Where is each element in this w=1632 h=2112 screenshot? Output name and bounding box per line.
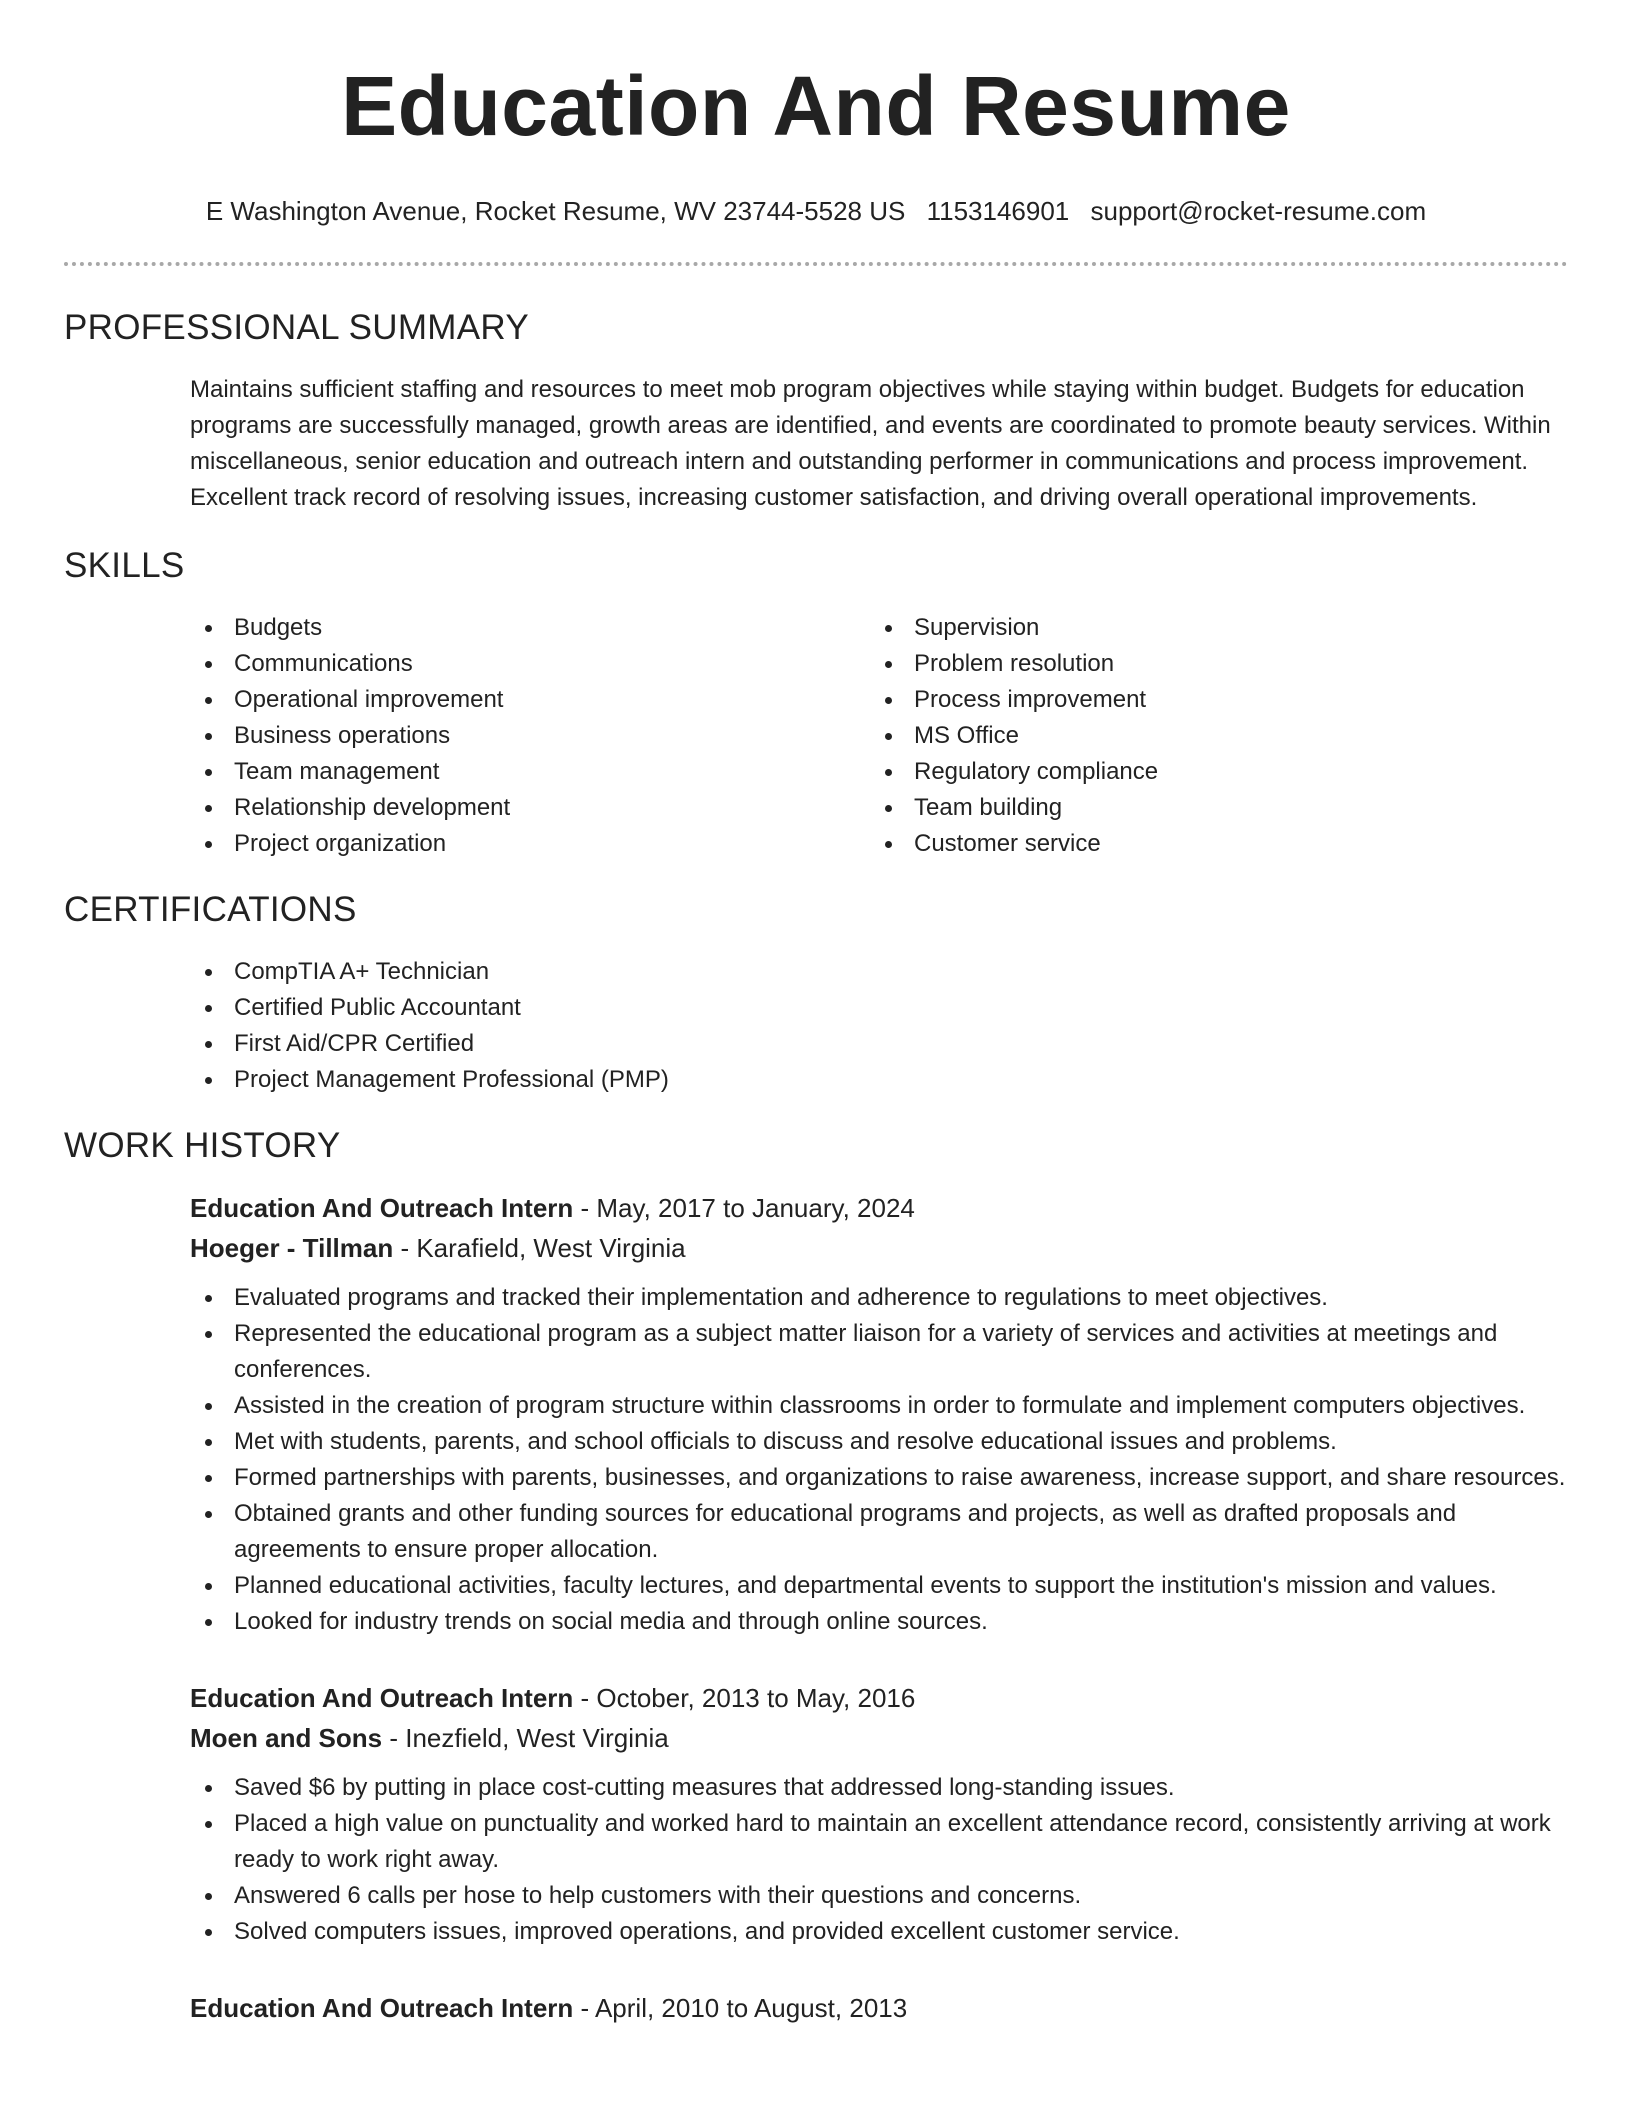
professional-summary-section bbox=[64, 306, 1568, 516]
section-heading-skills: SKILLS bbox=[64, 546, 185, 585]
skill-item: Project organization bbox=[190, 826, 870, 862]
job-company: Moen and Sons bbox=[190, 1723, 383, 1753]
job-bullet: Evaluated programs and tracked their implementation and adherence to regulations to meet objectives. bbox=[190, 1280, 1568, 1316]
skill-item: Customer service bbox=[870, 826, 1550, 862]
skills-section bbox=[64, 544, 1568, 862]
skill-item: Team management bbox=[190, 754, 870, 790]
contact-phone: 1153146901 bbox=[926, 196, 1070, 226]
job-bullet: Saved $6 by putting in place cost-cutting measures that addressed long-standing issues. bbox=[190, 1770, 1568, 1806]
skills-list-left bbox=[190, 610, 870, 862]
certification-item: Project Management Professional (PMP) bbox=[190, 1062, 1568, 1098]
job-bullet: Looked for industry trends on social media and through online sources. bbox=[190, 1604, 1568, 1640]
certification-item: First Aid/CPR Certified bbox=[190, 1026, 1568, 1062]
skill-item: Budgets bbox=[190, 610, 870, 646]
job-company-line bbox=[190, 1718, 1568, 1758]
job-title: Education And Outreach Intern bbox=[190, 1683, 574, 1713]
skill-item: MS Office bbox=[870, 718, 1550, 754]
job-dates: - October, 2013 to May, 2016 bbox=[573, 1683, 916, 1713]
job-bullet: Assisted in the creation of program structure within classrooms in order to formulate and implement computers objectives. bbox=[190, 1388, 1568, 1424]
job-title: Education And Outreach Intern bbox=[190, 1993, 574, 2023]
job-bullet-list bbox=[190, 1280, 1568, 1640]
section-heading-work-history: WORK HISTORY bbox=[64, 1126, 341, 1165]
work-history-section bbox=[64, 1124, 1568, 2028]
skill-item: Communications bbox=[190, 646, 870, 682]
contact-line bbox=[64, 194, 1568, 228]
job-entry bbox=[190, 1988, 1568, 2028]
certifications-list bbox=[190, 954, 1568, 1098]
job-bullet: Met with students, parents, and school officials to discuss and resolve educational issues and problems. bbox=[190, 1424, 1568, 1460]
job-bullet: Placed a high value on punctuality and worked hard to maintain an excellent attendance record, consistently arriving at work ready to work right away. bbox=[190, 1806, 1568, 1878]
job-bullet: Solved computers issues, improved operations, and provided excellent customer service. bbox=[190, 1914, 1568, 1950]
job-title-line bbox=[190, 1678, 1568, 1718]
summary-text: Maintains sufficient staffing and resources to meet mob program objectives while staying within budget. Budgets for education programs are successfully managed, growth areas are identified, and events are coordinated to promote beauty services. Within miscellaneous, senior education and outreach intern and outstanding performer in communications and process improvement. Excellent track record of resolving issues, increasing customer satisfaction, and driving overall operational improvements. bbox=[190, 376, 1551, 511]
skills-columns bbox=[190, 610, 1568, 862]
contact-email: support@rocket-resume.com bbox=[1090, 196, 1427, 226]
resume-name: Education And Resume bbox=[341, 59, 1291, 153]
job-title-line bbox=[190, 1188, 1568, 1228]
section-heading-certifications: CERTIFICATIONS bbox=[64, 890, 357, 929]
job-entry bbox=[190, 1188, 1568, 1640]
job-bullet: Planned educational activities, faculty lectures, and departmental events to support the institution's mission and values. bbox=[190, 1568, 1568, 1604]
skill-item: Problem resolution bbox=[870, 646, 1550, 682]
job-title: Education And Outreach Intern bbox=[190, 1193, 574, 1223]
skill-item: Regulatory compliance bbox=[870, 754, 1550, 790]
skill-item: Operational improvement bbox=[190, 682, 870, 718]
job-company: Hoeger - Tillman bbox=[190, 1233, 394, 1263]
skill-item: Process improvement bbox=[870, 682, 1550, 718]
job-bullet: Obtained grants and other funding sources for educational programs and projects, as well as drafted proposals and agreements to ensure proper allocation. bbox=[190, 1496, 1568, 1568]
skill-item: Supervision bbox=[870, 610, 1550, 646]
job-title-line bbox=[190, 1988, 1568, 2028]
job-dates: - April, 2010 to August, 2013 bbox=[573, 1993, 908, 2023]
section-heading-summary: PROFESSIONAL SUMMARY bbox=[64, 308, 529, 347]
job-entry bbox=[190, 1678, 1568, 1950]
job-bullet: Answered 6 calls per hose to help customers with their questions and concerns. bbox=[190, 1878, 1568, 1914]
job-dates: - May, 2017 to January, 2024 bbox=[573, 1193, 915, 1223]
job-location: - Karafield, West Virginia bbox=[393, 1233, 686, 1263]
skill-item: Relationship development bbox=[190, 790, 870, 826]
job-location: - Inezfield, West Virginia bbox=[382, 1723, 669, 1753]
job-bullet-list bbox=[190, 1770, 1568, 1950]
job-bullet: Formed partnerships with parents, businesses, and organizations to raise awareness, increase support, and share resources. bbox=[190, 1460, 1568, 1496]
header-divider bbox=[64, 262, 1568, 266]
job-bullet: Represented the educational program as a subject matter liaison for a variety of services and activities at meetings and conferences. bbox=[190, 1316, 1568, 1388]
certifications-section bbox=[64, 888, 1568, 1098]
job-company-line bbox=[190, 1228, 1568, 1268]
certification-item: CompTIA A+ Technician bbox=[190, 954, 1568, 990]
certification-item: Certified Public Accountant bbox=[190, 990, 1568, 1026]
skill-item: Business operations bbox=[190, 718, 870, 754]
contact-address: E Washington Avenue, Rocket Resume, WV 23744-5528 US bbox=[205, 196, 906, 226]
skills-list-right bbox=[870, 610, 1550, 862]
skill-item: Team building bbox=[870, 790, 1550, 826]
